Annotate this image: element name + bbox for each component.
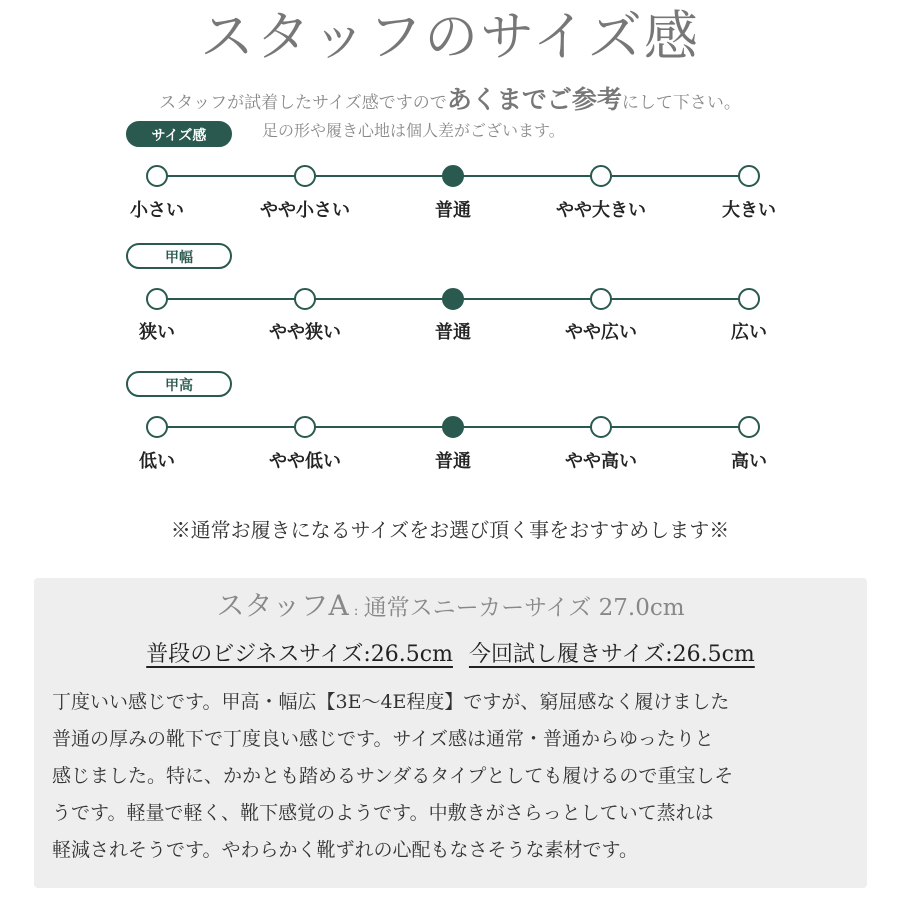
scale-size-point-2	[294, 165, 316, 187]
scale-instep-option-5: 高い	[731, 451, 767, 472]
intro-post: にして下さい。	[621, 93, 741, 113]
scale-width-point-5	[738, 288, 760, 310]
comment-line: うです。軽量で軽く、靴下感覚のようです。中敷きがさらっとしていて蒸れは	[52, 802, 714, 824]
scale-label-instep: 甲高	[126, 371, 232, 397]
scale-width-point-3-selected	[442, 288, 464, 310]
staff-name: スタッフA	[216, 589, 349, 622]
scale-width-option-1: 狭い	[139, 322, 175, 343]
scale-width-option-5: 広い	[731, 322, 767, 343]
scale-instep-option-4: やや高い	[565, 451, 637, 472]
staff-header	[34, 586, 867, 626]
comment-line: 丁度いい感じです。甲高・幅広【3E〜4E程度】ですが、窮屈感なく履けました	[52, 691, 730, 713]
scale-size-option-4: やや大きい	[556, 200, 646, 221]
scale-width-point-2	[294, 288, 316, 310]
comment-line: 普通の厚みの靴下で丁度良い感じです。サイズ感は通常・普通からゆったりと	[52, 728, 714, 750]
staff-usual-size: 通常スニーカーサイズ 27.0cm	[363, 595, 685, 621]
scale-size-option-1: 小さい	[130, 200, 184, 221]
scale-size-point-3-selected	[442, 165, 464, 187]
scale-width-option-3: 普通	[435, 322, 471, 343]
scale-instep-point-2	[294, 416, 316, 438]
recommendation-text: ※通常お履きになるサイズをお選び頂く事をおすすめします※	[170, 518, 730, 542]
scale-instep-point-3-selected	[442, 416, 464, 438]
scale-size-point-1	[146, 165, 168, 187]
page-title: スタッフのサイズ感	[200, 5, 700, 68]
staff-separator: :	[353, 603, 359, 619]
scale-instep-option-2: やや低い	[269, 451, 341, 472]
scale-width-option-4: やや広い	[565, 322, 637, 343]
intro-text	[0, 80, 900, 120]
comment-line: 感じました。特に、かかとも踏めるサンダるタイプとしても履けるので重宝しそ	[52, 765, 734, 787]
scale-width-point-1	[146, 288, 168, 310]
scale-label-width: 甲幅	[126, 243, 232, 269]
individual-difference-note: 足の形や履き心地は個人差がございます。	[262, 121, 565, 140]
scale-size-option-5: 大きい	[722, 200, 776, 221]
intro-pre: スタッフが試着したサイズ感ですので	[159, 93, 447, 113]
scale-width-option-2: やや狭い	[269, 322, 341, 343]
trial-size: 今回試し履きサイズ:26.5cm	[468, 642, 755, 667]
scale-width-point-4	[590, 288, 612, 310]
business-size: 普段のビジネスサイズ:26.5cm	[146, 642, 453, 667]
scale-instep-point-1	[146, 416, 168, 438]
scale-size-option-2: やや小さい	[260, 200, 350, 221]
scale-size-option-3: 普通	[435, 200, 471, 221]
intro-emphasis: あくまでご参考	[446, 85, 622, 114]
scale-size-point-4	[590, 165, 612, 187]
scale-instep-point-5	[738, 416, 760, 438]
staff-sizes	[34, 636, 867, 674]
scale-instep-option-3: 普通	[435, 451, 471, 472]
scale-instep-point-4	[590, 416, 612, 438]
scale-size-point-5	[738, 165, 760, 187]
staff-comment	[52, 684, 862, 869]
comment-line: 軽減されそうです。やわらかく靴ずれの心配もなさそうな素材です。	[52, 839, 638, 861]
scale-instep-option-1: 低い	[139, 451, 175, 472]
scale-label-size: サイズ感	[126, 121, 232, 147]
